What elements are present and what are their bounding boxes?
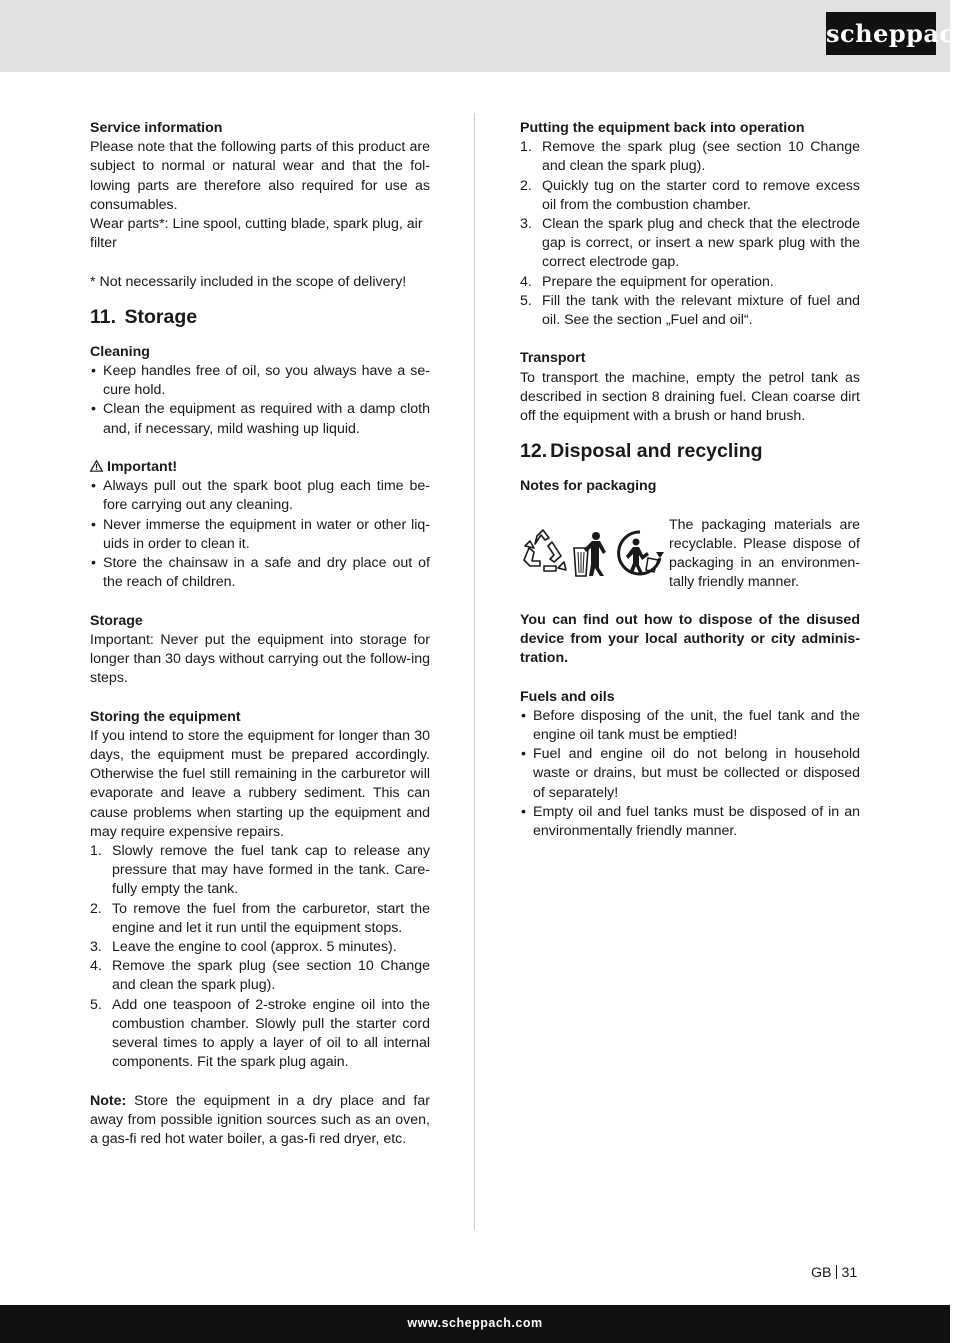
storing-heading: Storing the equipment <box>90 708 241 725</box>
storage-paragraph: Important: Never put the equipment into storage for longer than 30 days without carrying out the follow-ing steps. <box>90 631 430 687</box>
section-12-heading <box>520 434 860 477</box>
cleaning-heading: Cleaning <box>90 343 150 360</box>
service-heading: Service information <box>90 120 223 136</box>
packaging-heading: Notes for packaging <box>520 478 657 495</box>
list-item: • Always pull out the spark boot plug each time be-fore carrying out any cleaning. <box>90 477 430 515</box>
list-item: 3. Leave the engine to cool (approx. 5 minutes). <box>90 939 397 956</box>
service-paragraph: Please note that the following parts of this product are subject to normal or natural wear and that the fol-lowing parts are therefore also required for use as consumables. <box>90 139 430 213</box>
note-text: Store the equipment in a dry place and far away from possible ignition sources such as an oven, a gas-fi red hot water boiler, a gas-fi red dryer, etc. <box>90 1092 430 1148</box>
list-item: 2. To remove the fuel from the carburetor, start the engine and let it run until the equipment stops. <box>90 900 430 936</box>
bin-disposal-icon <box>574 532 606 576</box>
packaging-paragraph: The packaging materials are recyclable. Please dispose of packaging in an environmen-tally friendly manner. <box>669 516 860 591</box>
list-item: • Store the chainsaw in a safe and dry place out of the reach of children. <box>90 554 430 592</box>
section-11-number: 11. <box>90 305 117 328</box>
important-list <box>90 477 430 592</box>
packaging-block <box>520 516 860 592</box>
transport-paragraph: To transport the machine, empty the petrol tank as described in section 8 draining fuel. Clean coarse dirt off the equipment with a brush or hand brush. <box>520 369 860 425</box>
delivery-note: * Not necessarily included in the scope of delivery! <box>90 273 407 290</box>
left-column <box>90 119 430 1149</box>
section-12-number: 12. <box>520 440 548 463</box>
section-11-heading <box>90 300 430 343</box>
brand-logo: scheppach <box>826 12 936 55</box>
recycle-person-icon <box>619 532 664 574</box>
important-heading <box>90 458 430 477</box>
note-paragraph <box>90 1092 430 1150</box>
cleaning-list <box>90 362 430 439</box>
recycling-icons <box>520 528 665 578</box>
list-item: 1. Remove the spark plug (see section 10 Change and clean the spark plug). <box>520 139 860 175</box>
list-item: • Keep handles free of oil, so you always have a se-cure hold. <box>90 362 430 400</box>
page-number <box>811 1264 857 1283</box>
list-item: 4. Prepare the equipment for operation. <box>520 273 774 290</box>
fuels-list <box>520 707 860 841</box>
note-label: Note: <box>90 1092 127 1109</box>
fuels-heading: Fuels and oils <box>520 688 615 705</box>
storing-steps <box>90 842 430 1072</box>
header-bar <box>0 0 973 72</box>
list-item: • Fuel and engine oil do not belong in household waste or drains, but must be collected or disposed of separately! <box>520 745 860 803</box>
list-item: 3. Clean the spark plug and check that the electrode gap is correct, or insert a new spark plug with the correct electrode gap. <box>520 216 860 271</box>
wear-parts-paragraph: Wear parts*: Line spool, cutting blade, spark plug, air filter <box>90 216 423 252</box>
putting-steps <box>520 138 860 330</box>
list-item: • Before disposing of the unit, the fuel tank and the engine oil tank must be emptied! <box>520 707 860 745</box>
list-item: 1. Slowly remove the fuel tank cap to release any pressure that may have formed in the tank. Care-fully empty the tank. <box>90 843 430 898</box>
right-column <box>520 119 860 841</box>
warning-icon <box>90 460 103 472</box>
transport-heading: Transport <box>520 350 586 367</box>
list-item: 2. Quickly tug on the starter cord to remove excess oil from the combustion chamber. <box>520 177 860 213</box>
recycle-icon <box>524 530 566 571</box>
section-11-title: Storage <box>124 305 198 328</box>
list-item: • Empty oil and fuel tanks must be disposed of in an environmentally friendly manner. <box>520 803 860 841</box>
important-label: Important! <box>107 459 178 476</box>
list-item: • Clean the equipment as required with a damp cloth and, if necessary, mild washing up liquid. <box>90 400 430 438</box>
dispose-info: You can find out how to dispose of the disused device from your local authority or city adminis-tration. <box>520 611 860 667</box>
page-number-value: 31 <box>841 1265 858 1281</box>
footer-bar <box>0 1305 950 1343</box>
list-item: 5. Add one teaspoon of 2-stroke engine oil into the combustion chamber. Slowly pull the starter cord several times to apply a layer of oil to all internal components. Fit the spark plug again. <box>90 996 430 1071</box>
putting-heading: Putting the equipment back into operation <box>520 120 805 136</box>
storage-heading: Storage <box>90 612 143 629</box>
list-item: • Never immerse the equipment in water or other liq-uids in order to clean it. <box>90 516 430 554</box>
section-12-title: Disposal and recycling <box>550 440 763 463</box>
column-divider <box>474 113 475 1230</box>
list-item: 5. Fill the tank with the relevant mixture of fuel and oil. See the section „Fuel and oil“. <box>520 292 860 329</box>
footer-url[interactable]: www.scheppach.com <box>407 1316 543 1330</box>
storing-paragraph: If you intend to store the equipment for longer than 30 days, the equipment must be prepared accordingly. Otherwise the fuel still remaining in the carburetor will evaporate and leave a rubbery sediment. This can cause problems when starting up the equipment and may require expensive repairs. <box>90 727 430 840</box>
list-item: 4. Remove the spark plug (see section 10 Change and clean the spark plug). <box>90 958 430 994</box>
page-language: GB <box>811 1265 832 1281</box>
